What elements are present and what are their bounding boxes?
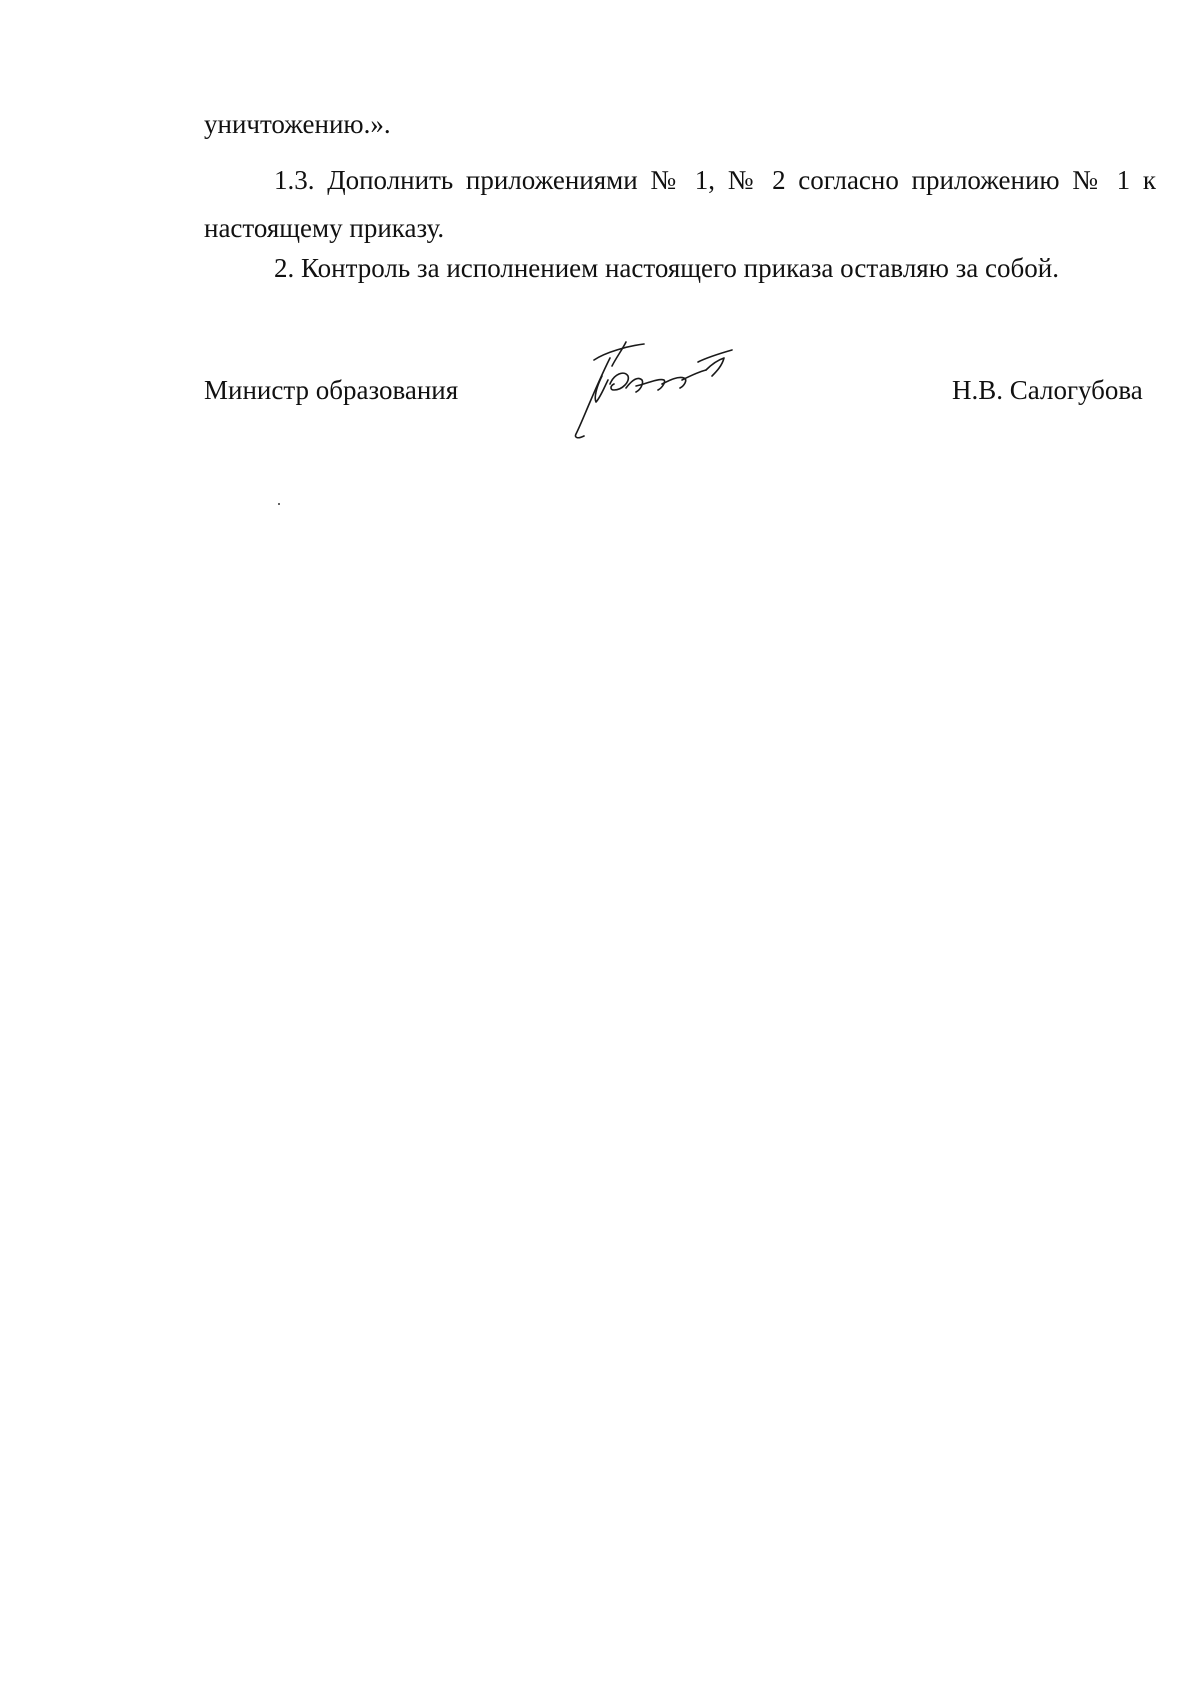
signer-title: Министр образования	[204, 375, 459, 405]
stray-mark	[278, 503, 280, 505]
signer-name: Н.В. Салогубова	[952, 375, 1143, 405]
paragraph-1-3: 1.3. Дополнить приложениями № 1, № 2 согласно приложению № 1 к настоящему приказу.	[204, 165, 1156, 243]
paragraph-2: 2. Контроль за исполнением настоящего приказа оставляю за собой.	[274, 253, 1059, 283]
text-line-continuation: уничтожению.».	[204, 109, 391, 139]
handwritten-signature	[566, 340, 746, 440]
